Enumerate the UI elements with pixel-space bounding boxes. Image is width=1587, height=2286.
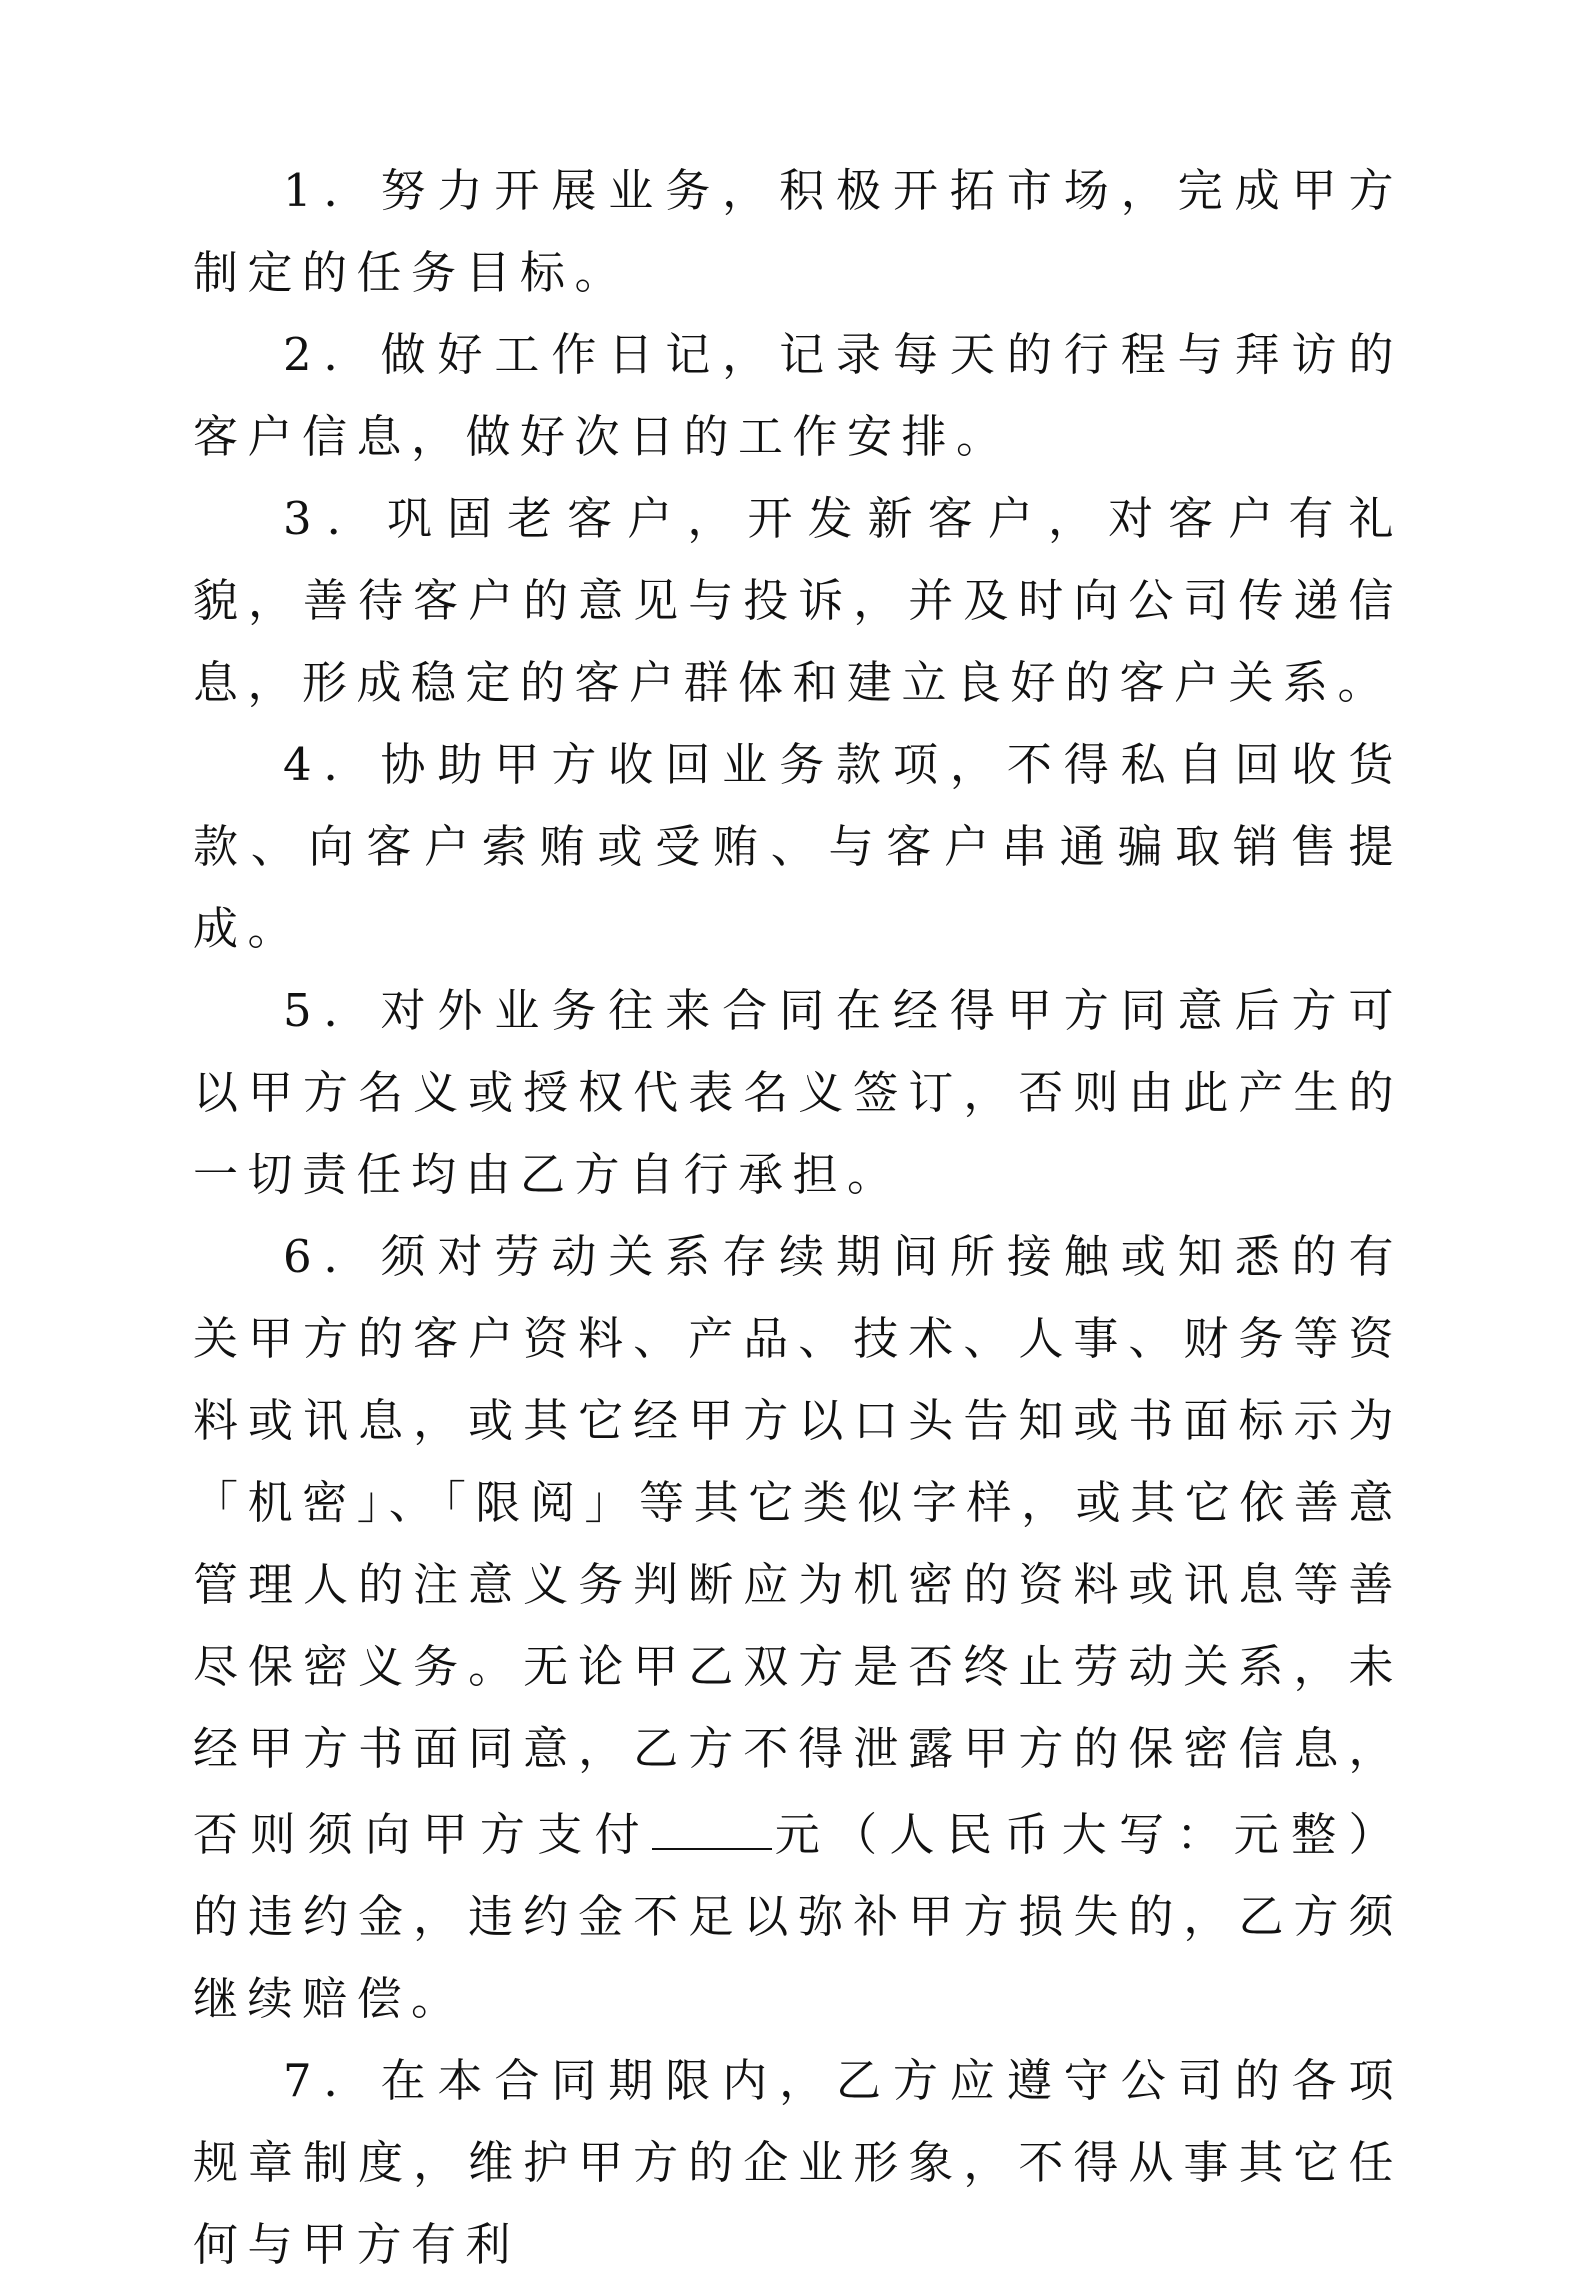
clause-text: 努力开展业务，积极开拓市场，完成甲方制定的任务目标。 <box>193 164 1403 299</box>
clause-number: 3． <box>283 492 387 545</box>
clause-1 <box>193 150 1403 314</box>
clause-number: 2． <box>283 328 381 381</box>
clause-6 <box>193 1216 1403 2040</box>
clause-text: 须对劳动关系存续期间所接触或知悉的有关甲方的客户资料、产品、技术、人事、财务等资料或讯息，或其它经甲方以口头告知或书面标示为「机密」、「限阅」等其它类似字样，或其它依善意管理人的注意义务判断应为机密的资料或讯息等善尽保密义务。无论甲乙双方是否终止劳动关系，未经甲方书面同意，乙方不得泄露甲方的保密信息，否则须向甲方支付 <box>193 1230 1403 1861</box>
clause-4 <box>193 724 1403 970</box>
clause-number: 6． <box>283 1230 381 1283</box>
document-page <box>193 150 1403 2286</box>
clause-7 <box>193 2040 1403 2286</box>
clause-5 <box>193 970 1403 1216</box>
clause-text: 巩固老客户，开发新客户，对客户有礼貌，善待客户的意见与投诉，并及时向公司传递信息，形成稳定的客户群体和建立良好的客户关系。 <box>193 492 1403 709</box>
clause-number: 5． <box>283 984 381 1037</box>
clause-number: 4． <box>283 738 381 791</box>
amount-blank-line <box>652 1790 772 1850</box>
clause-text: 对外业务往来合同在经得甲方同意后方可以甲方名义或授权代表名义签订，否则由此产生的一切责任均由乙方自行承担。 <box>193 984 1403 1201</box>
clause-number: 7． <box>283 2054 381 2107</box>
clause-2 <box>193 314 1403 478</box>
clause-text: 在本合同期限内，乙方应遵守公司的各项规章制度，维护甲方的企业形象，不得从事其它任何与甲方有利 <box>193 2054 1403 2271</box>
clause-number: 1． <box>283 164 381 217</box>
clause-text: 协助甲方收回业务款项，不得私自回收货款、向客户索贿或受贿、与客户串通骗取销售提成。 <box>193 738 1403 955</box>
clause-text-continued: 元（人民币大写：元整）的违约金，违约金不足以弥补甲方损失的，乙方须继续赔偿。 <box>193 1808 1403 2025</box>
clause-text: 做好工作日记，记录每天的行程与拜访的客户信息，做好次日的工作安排。 <box>193 328 1403 463</box>
clause-3 <box>193 478 1403 724</box>
